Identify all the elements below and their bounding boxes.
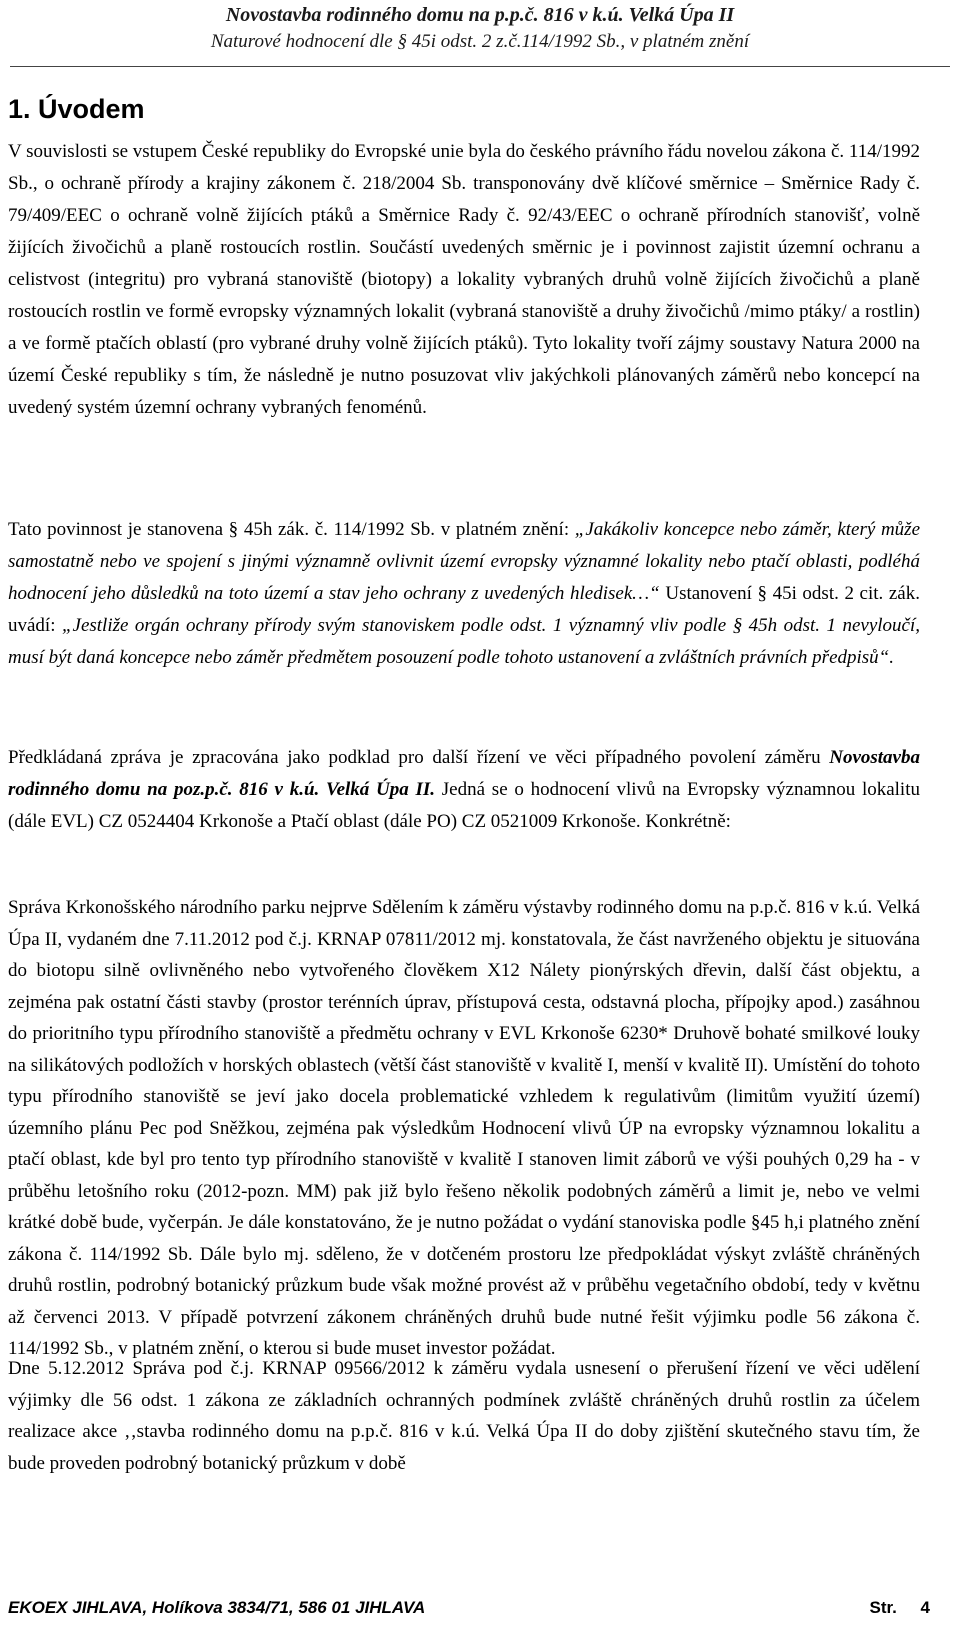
section-heading: 1. Úvodem — [8, 94, 145, 124]
paragraph-legal-basis-text-a: Tato povinnost je stanovena § 45h zák. č. 114/1992 Sb. v platném znění: — [8, 519, 575, 540]
header-subtitle: Naturové hodnocení dle § 45i odst. 2 z.č.114/1992 Sb., v platném znění — [210, 31, 750, 52]
paragraph-proceedings: Dne 5.12.2012 Správa pod č.j. KRNAP 09566/2012 k záměru vydala usnesení o přerušení řízení ve věci udělení výjimky dle 56 odst. 1 zákona ze základních ochranných podmínek zvláště chráněných druhů rostlin za účelem realizace akce ‚‚stavba rodinného domu na p.p.č. 816 v k.ú. Velká Úpa II do doby zjištění skutečného stavu tím, že bude proveden podrobný botanický průzkum v době — [8, 1358, 920, 1474]
footer-page-number: 4 — [920, 1598, 930, 1617]
paragraph-purpose-text-a: Předkládaná zpráva je zpracována jako podklad pro další řízení ve věci případného povolení záměru — [8, 747, 830, 768]
header-title: Novostavba rodinného domu na p.p.č. 816 v k.ú. Velká Úpa II — [225, 4, 735, 26]
paragraph-purpose — [8, 742, 920, 838]
quote-45i: „Jestliže orgán ochrany přírody svým stanoviskem podle odst. 1 významný vliv podle § 45h odst. 1 nevyloučí, musí být daná koncepce nebo záměr předmětem posouzení podle tohoto ustanovení a zvláštních právních předpisů“. — [8, 615, 920, 668]
footer-page — [870, 1598, 931, 1618]
footer-page-label: Str. — [869, 1598, 897, 1617]
quote-45h: „Jakákoliv koncepce nebo záměr, který může samostatně nebo ve spojení s jinými významně ovlivnit území evropsky významné lokality nebo ptačí oblasti, podléhá hodnocení jeho důsledků na toto území a stav jeho ochrany z uvedených hledisek…“ — [8, 519, 921, 604]
project-name: Novostavba rodinného domu na poz.p.č. 816 v k.ú. Velká Úpa II. — [8, 747, 920, 800]
paragraph-krnap-statement: Správa Krkonošského národního parku nejprve Sdělením k záměru výstavby rodinného domu na p.p.č. 816 v k.ú. Velká Úpa II, vydaném dne 7.11.2012 pod č.j. KRNAP 07811/2012 mj. konstatovala, že část navrženého objektu je situována do biotopu silně ovlivněného nebo vytvořeného člověkem X12 Nálety pionýrských dřevin, další část objektu, a zejména pak ostatní části stavby (prostor terénních úprav, přístupová cesta, odstavná plocha, přípojky apod.) zasáhnou do prioritního typu přírodního stanoviště a předmětu ochrany v EVL Krkonoše 6230* Druhově bohaté smilkové louky na silikátových podložích v horských oblastech (větší část stanoviště v kvalitě I, menší v kvalitě II). Umístění do tohoto typu přírodního stanoviště se jeví jako docela problematické vzhledem k regulativům (limitům využití území) územního plánu Pec pod Sněžkou, zejména pak výsledkům Hodnocení vlivů ÚP na evropsky významnou lokalitu a ptačí oblast, kde byl pro tento typ přírodního stanoviště v kvalitě I stanoven limit záborů ve výši pouhých 0,29 ha - v průběhu letošního roku (2012-pozn. MM) pak již bylo řešeno několik podobných záměrů a limit je, nebo ve velmi krátké době bude, vyčerpán. Je dále konstatováno, že je nutno požádat o vydání stanoviska podle §45 h,i platného znění zákona č. 114/1992 Sb. Dále bylo mj. sděleno, že v dotčeném prostoru lze předpokládat výskyt zvláště chráněných druhů rostlin, podrobný botanický průzkum bude však možné provést až v průběhu vegetačního období, tedy v květnu až červenci 2013. V případě potvrzení zákonem chráněných druhů bude nutné řešit výjimku podle 56 zákona č. 114/1992 Sb., v platném znění, o kterou si bude muset investor požádat. — [8, 897, 920, 1359]
paragraph-legal-basis-text-b: Ustanovení § 45i odst. 2 cit. zák. uvádí: — [8, 583, 920, 636]
paragraph-legal-basis — [8, 514, 920, 674]
paragraph-intro: V souvislosti se vstupem České republiky do Evropské unie byla do českého právního řádu novelou zákona č. 114/1992 Sb., o ochraně přírody a krajiny zákonem č. 218/2004 Sb. transponovány dvě klíčové směrnice – Směrnice Rady č. 79/409/EEC o ochraně volně žijících ptáků a Směrnice Rady č. 92/43/EEC o ochraně přírodních stanovišť, volně žijících živočichů a planě rostoucích rostlin. Součástí uvedených směrnic je i povinnost zajistit územní ochranu a celistvost (integritu) pro vybraná stanoviště (biotopy) a lokality vybraných druhů volně žijících živočichů a planě rostoucích rostlin ve formě evropsky významných lokalit (vybraná stanoviště a druhy živočichů /mimo ptáky/ a rostlin) a ve formě ptačích oblastí (pro vybrané druhy volně žijících ptáků). Tyto lokality tvoří zájmy soustavy Natura 2000 na území České republiky s tím, že následně je nutno posuzovat vliv jakýchkoli plánovaných záměrů nebo koncepcí na uvedený systém územní ochrany vybraných fenoménů. — [8, 141, 920, 418]
header-divider — [10, 66, 950, 67]
paragraph-purpose-text-b: Jedná se o hodnocení vlivů na Evropsky významnou lokalitu (dále EVL) CZ 0524404 Krkonoše a Ptačí oblast (dále PO) CZ 0521009 Krkonoše. Konkrétně: — [8, 779, 920, 832]
footer-address: EKOEX JIHLAVA, Holíkova 3834/71, 586 01 JIHLAVA — [8, 1598, 426, 1617]
